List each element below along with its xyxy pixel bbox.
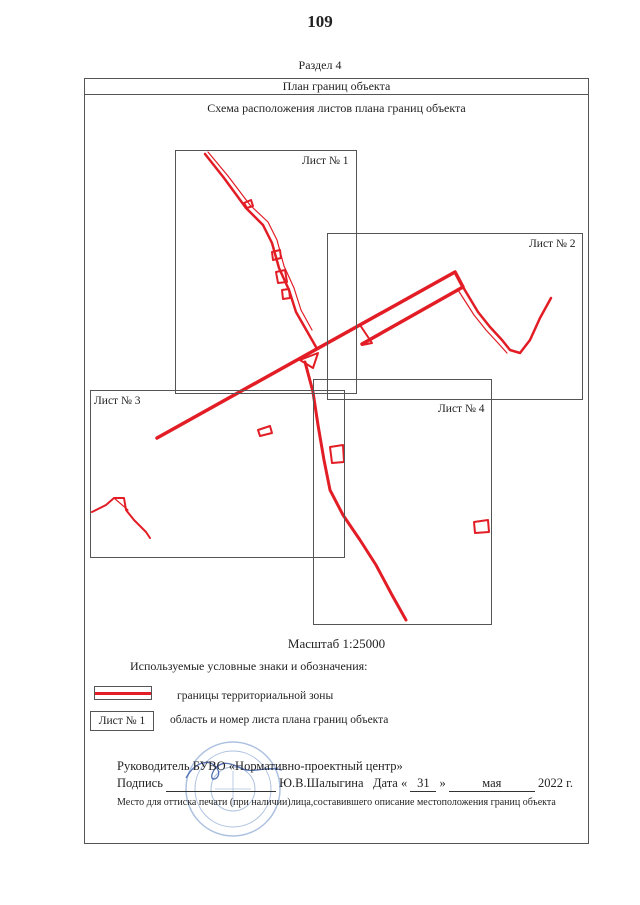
legend-sheet-symbol: Лист № 1 xyxy=(90,711,154,731)
legend-sheet-text: область и номер листа плана границ объекта xyxy=(170,714,389,726)
date-month: мая xyxy=(449,776,535,792)
signature-head: Руководитель БУВО «Нормативно-проектный центр» xyxy=(117,759,403,773)
page-number: 109 xyxy=(307,12,333,31)
scheme-subtitle: Схема расположения листов плана границ объекта xyxy=(207,101,466,115)
sign-label: Подпись xyxy=(117,776,163,790)
date-label: Дата « xyxy=(372,776,408,790)
date-day: 31 xyxy=(410,776,436,792)
frame-title: План границ объекта xyxy=(84,78,589,95)
sheet-3-label: Лист № 3 xyxy=(94,395,141,407)
sheet-2-label: Лист № 2 xyxy=(529,238,576,250)
map-scale: Масштаб 1:25000 xyxy=(287,636,386,651)
signer-name: Ю.В.Шалыгина xyxy=(279,776,364,790)
sign-blank xyxy=(166,776,276,792)
stamp-footnote: Место для оттиска печати (при наличии)лица,составившего описание местоположения границ объекта xyxy=(117,797,556,808)
legend-boundary-text: границы территориальной зоны xyxy=(177,690,334,702)
sheet-1-label: Лист № 1 xyxy=(302,155,349,167)
date-year: 2022 г. xyxy=(537,776,573,790)
sheet-4-label: Лист № 4 xyxy=(438,403,485,415)
date-close-quote: » xyxy=(439,776,446,790)
section-heading: Раздел 4 xyxy=(298,58,342,72)
signature-line xyxy=(117,776,573,792)
legend-title: Используемые условные знаки и обозначения: xyxy=(130,659,368,673)
